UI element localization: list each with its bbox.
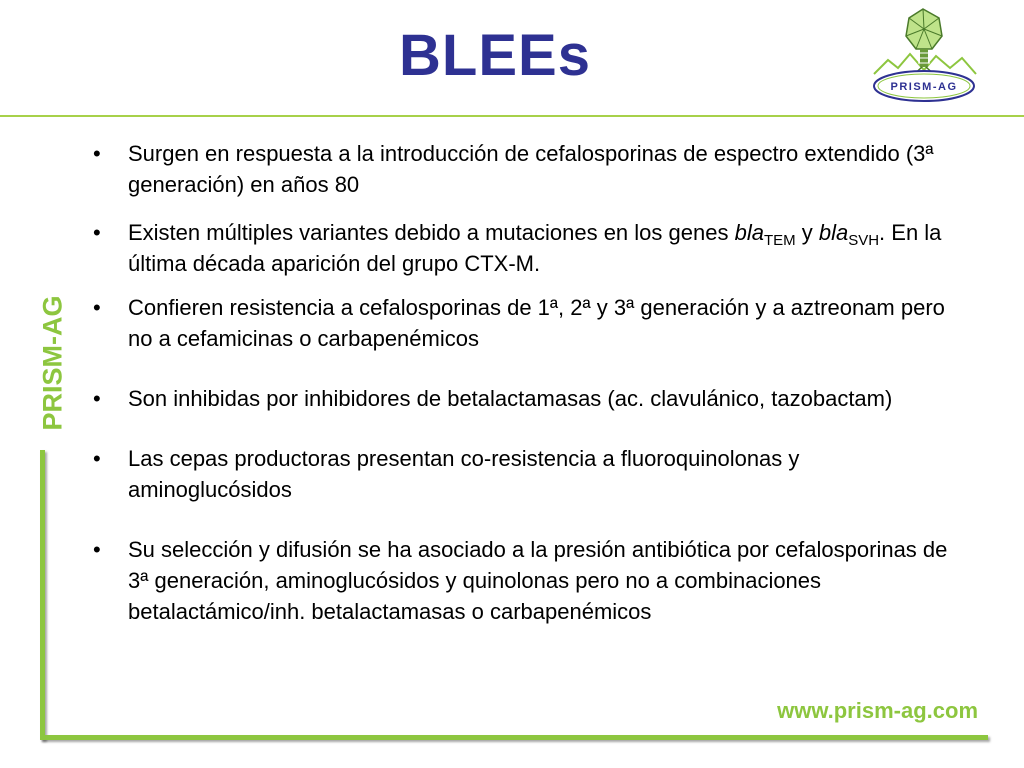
bullet-item bbox=[93, 138, 963, 200]
bullet-dot: • bbox=[93, 220, 101, 245]
frame-bottom-bar bbox=[40, 735, 988, 740]
bullet-text bbox=[128, 141, 934, 197]
text-run: Confieren resistencia a cefalosporinas de 1ª, 2ª y 3ª generación y a aztreonam pero no a cefamicinas o carbapenémicos bbox=[128, 295, 945, 351]
logo-text: PRISM-AG bbox=[890, 81, 958, 93]
header-divider bbox=[0, 115, 1024, 117]
text-run: Son inhibidas por inhibidores de betalactamasas (ac. clavulánico, tazobactam) bbox=[128, 386, 893, 411]
virus-capsid-logo-icon bbox=[866, 4, 984, 106]
text-run: y bbox=[795, 220, 819, 245]
bullet-text bbox=[128, 446, 799, 502]
bullet-dot: • bbox=[93, 141, 101, 166]
bullet-text bbox=[128, 220, 941, 276]
text-run: Surgen en respuesta a la introducción de cefalosporinas de espectro extendido (3ª generación) en años 80 bbox=[128, 141, 934, 197]
text-run: Su selección y difusión se ha asociado a la presión antibiótica por cefalosporinas de 3ª generación, aminoglucósidos y quinolonas pero no a combinaciones betalactámico/inh. betalactamasas o carbapenémicos bbox=[128, 537, 948, 624]
bullet-dot: • bbox=[93, 295, 101, 320]
text-run: Las cepas productoras presentan co-resistencia a fluoroquinolonas y aminoglucósidos bbox=[128, 446, 800, 502]
slide-title: BLEEs bbox=[399, 23, 591, 88]
subscript-text: SVH bbox=[848, 232, 880, 249]
bullet-item bbox=[93, 292, 963, 354]
bullet-item bbox=[93, 383, 963, 414]
text-run: Existen múltiples variantes debido a mutaciones en los genes bbox=[128, 220, 735, 245]
bullet-dot: • bbox=[93, 537, 101, 562]
bullet-item bbox=[93, 217, 963, 279]
italic-text: bla bbox=[818, 220, 849, 245]
bullet-text bbox=[128, 386, 892, 411]
bullet-dot: • bbox=[93, 386, 101, 411]
subscript-text: TEM bbox=[763, 232, 796, 249]
italic-text: bla bbox=[734, 220, 764, 245]
bullet-item bbox=[93, 534, 963, 627]
bullet-list bbox=[93, 138, 963, 627]
bullet-item bbox=[93, 443, 963, 505]
bullet-text bbox=[128, 295, 945, 351]
frame-left-bar bbox=[40, 450, 45, 740]
bullet-dot: • bbox=[93, 446, 101, 471]
bullet-text bbox=[128, 537, 947, 624]
website-url: www.prism-ag.com bbox=[777, 698, 978, 723]
text-run: . En la última década aparición del grupo CTX-M. bbox=[128, 220, 942, 276]
side-brand-label: PRISM-AG bbox=[37, 295, 68, 431]
